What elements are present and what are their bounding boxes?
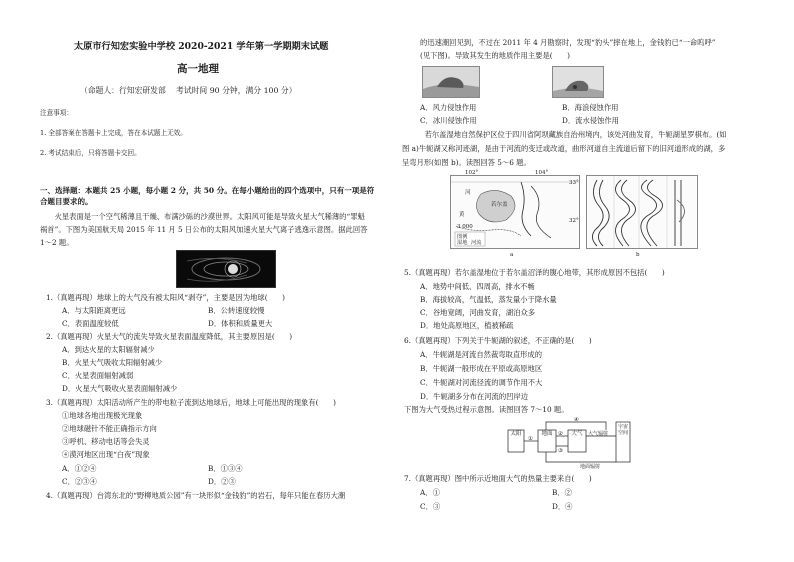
q3-option-c: C．②③④ (62, 477, 97, 486)
q5-option-d: D．地处高原地区，植被稀疏 (420, 321, 514, 330)
q6-stem: 6.（真题再现）下列关于牛轭湖的叙述，不正确的是( ) (404, 336, 592, 345)
solar-wind-illustration (177, 251, 275, 287)
map-label-ruoergai: 若尔盖 (491, 202, 508, 208)
exam-meta: （命题人：行知宏研发部 考试时间 90 分钟，满分 100 分） (80, 86, 297, 95)
solar-wind-figure (176, 250, 276, 288)
atm-num-3: ③ (558, 448, 563, 454)
q3-stem: 3.（真题再现）太阳活动所产生的带电粒子流到达地球后，地球上可能出现的现象有( ) (46, 398, 336, 407)
map-sub-a: a (510, 252, 514, 258)
q5-stem: 5.（真题再现）若尔盖湿地位于若尔盖沼泽的腹心地带，其形成原因不包括( ) (404, 268, 665, 277)
exam-subject: 高一地理 (177, 63, 219, 75)
note-item-1: 1. 全部答案在答题卡上完成，答在本试题上无效。 (40, 129, 187, 137)
q6-option-d: D．牛轭湖多分布在河流的凹岸边 (420, 392, 529, 401)
q2-option-b: B．火星大气吸收太阳辐射减少 (62, 358, 163, 367)
section1-heading-2: 合题目要求的。 (40, 197, 93, 206)
map-label-he: 河 (465, 190, 471, 196)
q1-option-a: A．与太阳距离更远 (62, 306, 126, 315)
oxbow-stages-drawing (587, 176, 697, 248)
q7-option-c: C．③ (420, 502, 441, 511)
q5-option-c: C．谷地宽阔，河曲发育，湖泊众多 (420, 308, 536, 317)
mars-intro-line-3: 1～2 题。 (40, 238, 74, 247)
q3-item-3: ③呼机、移动电话等会失灵 (62, 437, 150, 446)
map-label-104: 104° (535, 170, 549, 176)
map-legend-wetland: 湿地 (457, 240, 468, 246)
q3-item-2: ②地球磁针不能正确指示方向 (62, 424, 157, 433)
section1-heading: 一、选择题：本题共 25 小题，每小题 2 分，共 50 分。在每小题给出的四个选项中，只有一项是符 (40, 186, 375, 195)
ruoergai-intro-line-2: 图 a)牛轭湖又称河迹湖，是由于河流的变迁或改道，曲形河道自主流道后留下的旧河道形成的湖，多 (402, 144, 726, 153)
oxbow-sub-b: b (636, 252, 640, 258)
q2-stem: 2.（真题再现）火星大气的流失导致火星表面温度降低，其主要原因是( ) (46, 332, 293, 341)
map-label-3000: 3 000 (457, 224, 473, 230)
q1-stem: 1.（真题再现）地球上的大气没有被太阳风“剥夺”，主要是因为地球( ) (46, 293, 286, 302)
mars-intro-line-2: 祸首”。下图为美国航天局 2015 年 11 月 5 日公布的太阳风加速火星大气离子逃逸示意图。据此回答 (40, 225, 368, 234)
mars-intro-line-1: 火星表面是一个空气稀薄且干燥、布满沙砾的沙漠世界。太阳风可能是导致火星大气稀薄的“罪魁 (40, 212, 365, 221)
q1-option-d: D．体积和质量更大 (208, 319, 273, 328)
rock-photo-right (552, 66, 604, 98)
map-label-32: 32° (569, 218, 579, 224)
q7-option-a: A．① (420, 488, 440, 497)
map-label-102: 102° (465, 170, 479, 176)
atm-label-ground-radiation: 地面辐射 (580, 464, 601, 470)
q6-option-b: B．牛轭湖一般形成在平原或高原地区 (420, 364, 543, 373)
atm-label-atmosphere: 大气 (571, 431, 583, 437)
rock-photo-left (422, 66, 480, 98)
q5-option-b: B．海拔较高，气温低，蒸发量小于降水量 (420, 295, 557, 304)
q4-stem-left: 4.（真题再现）台湾东北的“野柳地质公园”有一块形似“金钱豹”的岩石，每年只能在春历大潮 (46, 491, 346, 500)
q5-option-a: A．地势中间低、四周高，排水不畅 (420, 282, 535, 291)
map-label-33: 33° (569, 180, 579, 186)
ruoergai-map (450, 170, 580, 249)
atm-intro: 下图为大气受热过程示意图。读图回答 7～10 题。 (404, 405, 569, 414)
atm-label-space: 宇宙空间 (618, 424, 629, 436)
q4-stem-cont-1: 的迅速潮回见到，不过在 2011 年 4 月勘察时，发现“豹头”摔在地上，金钱豹已“一命呜呼” (420, 38, 716, 47)
exam-title: 太原市行知宏实验中学校 2020-2021 学年第一学期期末试题 (74, 41, 329, 52)
q3-option-d: D．②③ (208, 477, 236, 486)
q4-option-b: B．海浪侵蚀作用 (562, 103, 619, 112)
q7-stem: 7.（真题再现）图中所示近地面大气的热量主要来自( ) (404, 474, 592, 483)
map-label-huang: 黄 (459, 212, 465, 218)
atmosphere-heating-diagram (506, 416, 632, 468)
q4-stem-cont-2: (见下图)。导致其发生的地质作用主要是( ) (420, 51, 571, 60)
map-legend-title: 图例 (457, 234, 468, 240)
ruoergai-intro-line-1: 若尔盖湿地自然保护区位于四川省阿坝藏族自治州境内，该处河曲发育，牛轭湖星罗棋布。(如 (410, 130, 727, 139)
q4-option-d: D．流水侵蚀作用 (562, 116, 619, 125)
atm-label-ground: 地面 (541, 431, 553, 437)
q2-option-d: D．火星大气吸收火星表面辐射减少 (62, 384, 178, 393)
q6-option-a: A．牛轭湖是河流自然裁弯取直形成的 (420, 350, 543, 359)
atm-label-sun: 太阳 (510, 431, 522, 437)
q3-item-4: ④漠河地区出现“白夜”现象 (62, 450, 150, 459)
note-item-2: 2. 考试结束后，只将答题卡交回。 (40, 149, 141, 157)
atm-label-atm-radiation: 大气辐射 (588, 431, 609, 437)
oxbow-stages-figure (586, 175, 698, 249)
q4-option-c: C．冰川侵蚀作用 (420, 116, 477, 125)
q1-option-b: B．公转速度较慢 (208, 306, 265, 315)
q4-option-a: A．风力侵蚀作用 (420, 103, 477, 112)
q3-item-1: ①地球各地出现极光现象 (62, 411, 143, 420)
atm-num-2: ② (558, 431, 563, 437)
ruoergai-intro-line-3: 呈弯月形(如图 b)。读图回答 5～6 题。 (402, 158, 531, 167)
q2-option-a: A．到达火星的太阳辐射减少 (62, 345, 155, 354)
q6-option-c: C．牛轭湖对河流径流的调节作用不大 (420, 378, 543, 387)
q1-option-c: C．表面温度较低 (62, 319, 119, 328)
rock-right-illustration (553, 67, 603, 97)
q2-option-c: C．火星表面辐射减弱 (62, 371, 134, 380)
notes-heading: 注意事项： (40, 109, 73, 117)
map-legend-river: 河流 (471, 240, 482, 246)
q3-option-b: B．①③④ (208, 464, 243, 473)
q7-option-b: B．② (552, 488, 572, 497)
atmosphere-diagram-lines (506, 416, 632, 468)
q3-option-a: A．①②④ (62, 464, 97, 473)
atm-num-1: ① (528, 436, 533, 442)
q7-option-d: D．④ (552, 502, 573, 511)
atm-num-4: ④ (574, 417, 579, 423)
rock-left-illustration (423, 67, 479, 97)
